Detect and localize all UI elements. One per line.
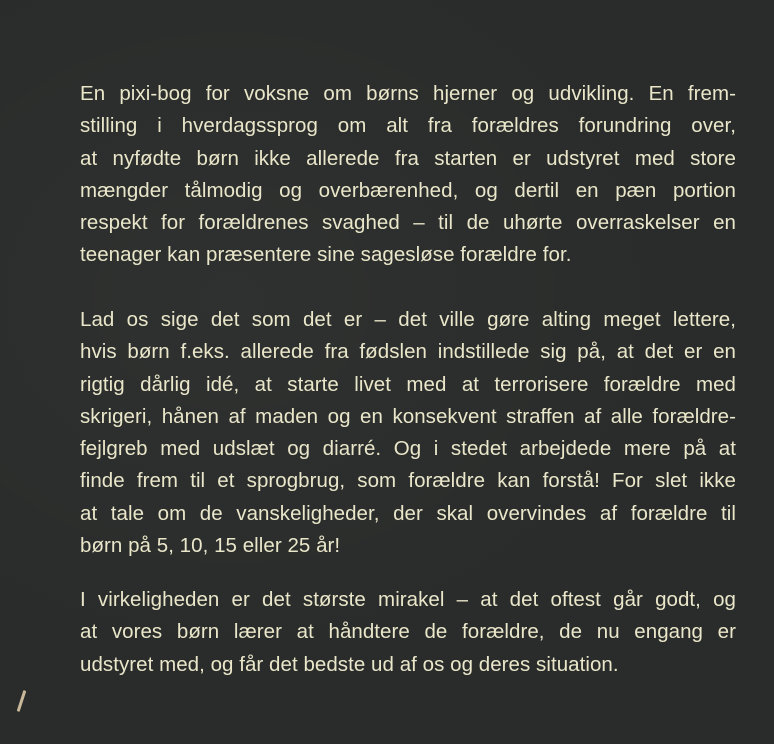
text-line: børn på 5, 10, 15 eller 25 år! bbox=[80, 534, 341, 558]
text-line: finde frem til et sprogbrug, som forældre kan forstå! For slet ikke bbox=[80, 469, 736, 493]
paragraph-2 bbox=[80, 304, 736, 562]
paragraph-1 bbox=[80, 78, 736, 272]
text-line: stilling i hverdagssprog om alt fra forældres forundring over, bbox=[80, 114, 736, 138]
text-line: at tale om de vanskeligheder, der skal overvindes af forældre til bbox=[80, 501, 736, 525]
text-line: udstyret med, og får det bedste ud af os og deres situation. bbox=[80, 652, 619, 676]
paragraph-3 bbox=[80, 584, 736, 681]
text-line: at vores børn lærer at håndtere de forældre, de nu engang er bbox=[80, 620, 736, 644]
text-line: at nyfødte børn ikke allerede fra starten er udstyret med store bbox=[80, 146, 736, 170]
text-line: teenager kan præsentere sine sagesløse forældre for. bbox=[80, 243, 572, 267]
text-line: fejlgreb med udslæt og diarré. Og i stedet arbejdede mere på at bbox=[80, 437, 736, 461]
text-line: Lad os sige det som det er – det ville gøre alting meget lettere, bbox=[80, 308, 736, 331]
text-line: respekt for forældrenes svaghed – til de uhørte overraskelser en bbox=[80, 211, 736, 235]
text-line: hvis børn f.eks. allerede fra fødslen indstillede sig på, at det er en bbox=[80, 340, 736, 364]
text-line: mængder tålmodig og overbærenhed, og dertil en pæn portion bbox=[80, 178, 736, 202]
text-line: skrigeri, hånen af maden og en konsekvent straffen af alle forældre- bbox=[80, 404, 736, 428]
text-line: I virkeligheden er det største mirakel – at det oftest går godt, og bbox=[80, 588, 736, 611]
text-line: En pixi-bog for voksne om børns hjerner og udvikling. En frem- bbox=[80, 82, 736, 105]
text-line: rigtig dårlig idé, at starte livet med at terrorisere forældre med bbox=[80, 372, 736, 396]
